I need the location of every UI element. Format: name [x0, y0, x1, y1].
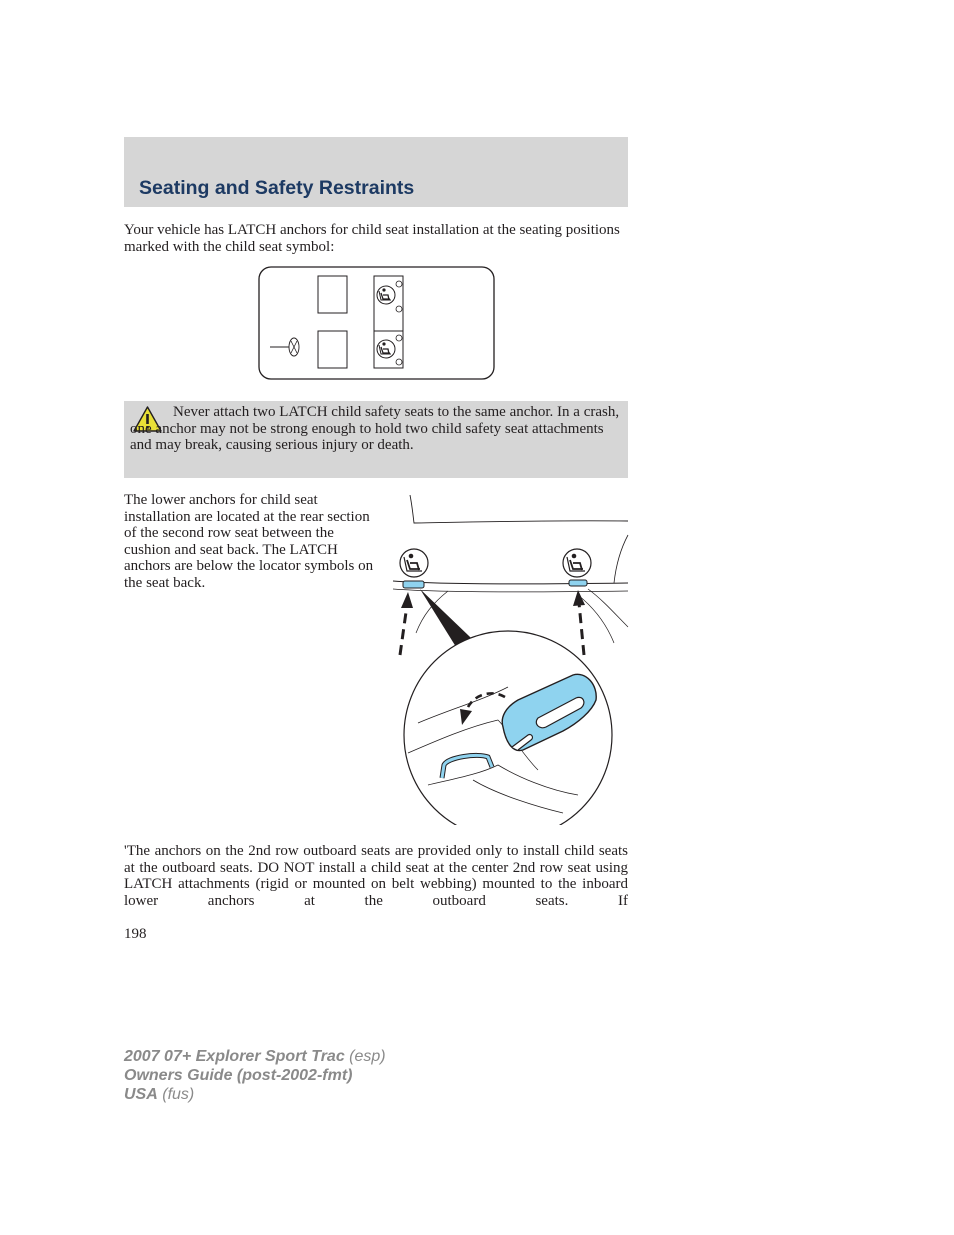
child-seat-icon	[563, 549, 591, 577]
page-number: 198	[124, 926, 147, 942]
anchors-note-paragraph: 'The anchors on the 2nd row outboard seats are provided only to install child seats at the outboard seats. DO NOT install a child seat at the center 2nd row seat using LATCH attachments (rigid or mounted on belt webbing) mounted to the inboard lower anchors at the outboard seats. If	[124, 843, 628, 909]
footer-market: USA	[124, 1086, 158, 1103]
arrow-up-icon	[400, 592, 413, 655]
section-title: Seating and Safety Restraints	[139, 177, 415, 199]
seat-rear-left	[318, 276, 347, 313]
warning-text: Never attach two LATCH child safety seats to the same anchor. In a crash, one anchor may not be strong enough to hold two child safety seat attachments and may break, causing serious injury or death.	[130, 404, 620, 453]
footer-market-code: (fus)	[162, 1086, 195, 1103]
footer-guide: Owners Guide (post-2002-fmt)	[124, 1067, 353, 1084]
seat-position-diagram	[258, 266, 496, 381]
seat-front-left	[318, 331, 347, 368]
child-seat-icon	[400, 549, 428, 577]
child-seat-icon	[377, 340, 395, 358]
footer-model-code: (esp)	[349, 1048, 386, 1065]
latch-anchor-right	[569, 580, 587, 586]
latch-anchor-illustration	[388, 495, 630, 825]
footer-model: 2007 07+ Explorer Sport Trac	[124, 1048, 345, 1065]
intro-paragraph: Your vehicle has LATCH anchors for child seat installation at the seating positions marked with the child seat symbol:	[124, 222, 620, 255]
latch-anchor-left	[403, 581, 424, 588]
document-footer	[124, 1047, 386, 1104]
lower-anchors-paragraph: The lower anchors for child seat installation are located at the rear section of the second row seat between the cushion and seat back. The LATCH anchors are below the locator symbols on the seat back.	[124, 492, 374, 591]
child-seat-icon	[377, 286, 395, 304]
